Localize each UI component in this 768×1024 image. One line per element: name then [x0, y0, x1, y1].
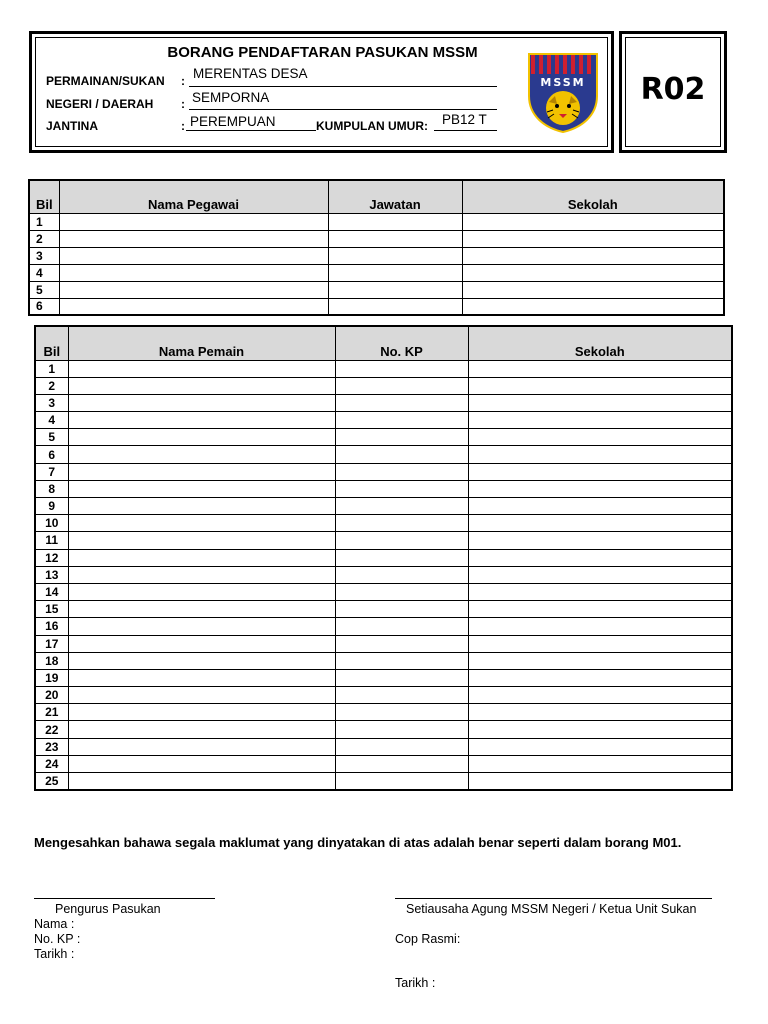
middle-cell[interactable]	[328, 281, 462, 298]
table-row	[35, 738, 732, 755]
middle-cell[interactable]	[335, 618, 468, 635]
form-title: BORANG PENDAFTARAN PASUKAN MSSM	[167, 44, 478, 61]
col-bil: Bil	[35, 326, 68, 360]
table-row	[35, 618, 732, 635]
middle-cell[interactable]	[335, 669, 468, 686]
row-number: 4	[35, 412, 68, 429]
name-cell[interactable]	[68, 755, 335, 772]
table-row	[35, 704, 732, 721]
jantina-underline	[186, 130, 316, 131]
name-cell[interactable]	[68, 412, 335, 429]
row-number: 2	[29, 230, 59, 247]
table-row	[35, 755, 732, 772]
row-number: 16	[35, 618, 68, 635]
row-number: 5	[35, 429, 68, 446]
table-row	[35, 360, 732, 377]
name-cell[interactable]	[68, 463, 335, 480]
school-cell[interactable]	[462, 298, 724, 315]
middle-cell[interactable]	[335, 738, 468, 755]
school-cell[interactable]	[468, 532, 732, 549]
school-cell[interactable]	[468, 515, 732, 532]
table-row	[35, 377, 732, 394]
middle-cell[interactable]	[335, 394, 468, 411]
row-number: 5	[29, 281, 59, 298]
row-number: 14	[35, 583, 68, 600]
school-cell[interactable]	[468, 566, 732, 583]
row-number: 24	[35, 755, 68, 772]
middle-cell[interactable]	[335, 652, 468, 669]
manager-tarikh-label: Tarikh :	[34, 947, 75, 961]
row-number: 22	[35, 721, 68, 738]
school-cell[interactable]	[468, 601, 732, 618]
kumpulan-value[interactable]: PB12 T	[442, 112, 487, 127]
name-cell[interactable]	[68, 687, 335, 704]
name-cell[interactable]	[68, 669, 335, 686]
table-row	[29, 213, 724, 230]
manager-nokp-label: No. KP :	[34, 932, 81, 946]
row-number: 3	[29, 247, 59, 264]
school-cell[interactable]	[462, 281, 724, 298]
middle-cell[interactable]	[335, 583, 468, 600]
row-number: 8	[35, 480, 68, 497]
middle-cell[interactable]	[335, 412, 468, 429]
table-row	[29, 230, 724, 247]
negeri-value[interactable]: SEMPORNA	[192, 90, 270, 105]
school-cell[interactable]	[468, 480, 732, 497]
name-cell[interactable]	[68, 377, 335, 394]
middle-cell[interactable]	[335, 704, 468, 721]
row-number: 4	[29, 264, 59, 281]
middle-cell[interactable]	[335, 721, 468, 738]
middle-cell[interactable]	[328, 298, 462, 315]
school-cell[interactable]	[468, 360, 732, 377]
school-cell[interactable]	[468, 498, 732, 515]
table-row	[35, 463, 732, 480]
table-row	[35, 515, 732, 532]
players-table	[34, 325, 733, 791]
row-number: 18	[35, 652, 68, 669]
middle-cell[interactable]	[335, 463, 468, 480]
permainan-value[interactable]: MERENTAS DESA	[193, 66, 308, 81]
row-number: 13	[35, 566, 68, 583]
table-row	[35, 566, 732, 583]
row-number: 11	[35, 532, 68, 549]
name-cell[interactable]	[68, 583, 335, 600]
middle-cell[interactable]	[335, 687, 468, 704]
table-row	[35, 652, 732, 669]
name-cell[interactable]	[68, 429, 335, 446]
name-cell[interactable]	[68, 549, 335, 566]
table-row	[35, 583, 732, 600]
col-sekolah: Sekolah	[462, 180, 724, 213]
middle-cell[interactable]	[335, 549, 468, 566]
middle-cell[interactable]	[335, 755, 468, 772]
col-no-kp: No. KP	[335, 326, 468, 360]
permainan-underline	[189, 86, 497, 87]
school-cell[interactable]	[468, 463, 732, 480]
row-number: 2	[35, 377, 68, 394]
middle-cell[interactable]	[328, 247, 462, 264]
name-cell[interactable]	[68, 618, 335, 635]
name-cell[interactable]	[59, 281, 328, 298]
middle-cell[interactable]	[335, 429, 468, 446]
table-row	[35, 532, 732, 549]
name-cell[interactable]	[59, 264, 328, 281]
school-cell[interactable]	[468, 687, 732, 704]
name-cell[interactable]	[68, 446, 335, 463]
name-cell[interactable]	[68, 704, 335, 721]
table-row	[35, 429, 732, 446]
table-row	[29, 281, 724, 298]
table-row	[35, 669, 732, 686]
middle-cell[interactable]	[335, 635, 468, 652]
school-cell[interactable]	[468, 704, 732, 721]
school-cell[interactable]	[468, 549, 732, 566]
school-cell[interactable]	[468, 446, 732, 463]
official-stamp-label: Cop Rasmi:	[395, 932, 461, 946]
row-number: 19	[35, 669, 68, 686]
school-cell[interactable]	[462, 264, 724, 281]
row-number: 15	[35, 601, 68, 618]
table-row	[35, 721, 732, 738]
row-number: 25	[35, 773, 68, 790]
name-cell[interactable]	[68, 721, 335, 738]
middle-cell[interactable]	[335, 498, 468, 515]
kumpulan-label: KUMPULAN UMUR:	[316, 119, 428, 133]
tiger-crest-icon	[527, 52, 599, 134]
row-number: 3	[35, 394, 68, 411]
middle-cell[interactable]	[328, 264, 462, 281]
col-sekolah: Sekolah	[468, 326, 732, 360]
jantina-value[interactable]: PEREMPUAN	[190, 114, 276, 129]
row-number: 20	[35, 687, 68, 704]
row-number: 6	[29, 298, 59, 315]
table-row	[29, 247, 724, 264]
kumpulan-underline	[434, 130, 497, 131]
middle-cell[interactable]	[335, 446, 468, 463]
table-row	[35, 635, 732, 652]
form-code: R02	[640, 72, 706, 107]
school-cell[interactable]	[462, 247, 724, 264]
school-cell[interactable]	[468, 583, 732, 600]
school-cell[interactable]	[468, 652, 732, 669]
manager-nama-label: Nama :	[34, 917, 75, 931]
name-cell[interactable]	[59, 247, 328, 264]
table-row	[35, 773, 732, 790]
jantina-label: JANTINA	[46, 119, 99, 133]
secretary-signature-line[interactable]	[395, 898, 712, 899]
middle-cell[interactable]	[335, 566, 468, 583]
school-cell[interactable]	[468, 755, 732, 772]
negeri-underline	[189, 109, 497, 110]
negeri-colon: :	[181, 97, 185, 111]
school-cell[interactable]	[468, 412, 732, 429]
name-cell[interactable]	[68, 738, 335, 755]
row-number: 1	[35, 360, 68, 377]
officials-table	[28, 179, 725, 316]
school-cell[interactable]	[468, 738, 732, 755]
school-cell[interactable]	[462, 230, 724, 247]
school-cell[interactable]	[468, 669, 732, 686]
row-number: 21	[35, 704, 68, 721]
middle-cell[interactable]	[328, 230, 462, 247]
secretary-tarikh-label: Tarikh :	[395, 976, 436, 990]
name-cell[interactable]	[59, 213, 328, 230]
negeri-label: NEGERI / DAERAH	[46, 97, 154, 111]
middle-cell[interactable]	[335, 360, 468, 377]
row-number: 23	[35, 738, 68, 755]
mssm-logo	[527, 52, 599, 134]
school-cell[interactable]	[468, 377, 732, 394]
manager-role: Pengurus Pasukan	[55, 902, 161, 916]
permainan-colon: :	[181, 74, 185, 88]
name-cell[interactable]	[68, 652, 335, 669]
secretary-role: Setiausaha Agung MSSM Negeri / Ketua Unit Sukan	[406, 902, 697, 916]
players-header-row	[35, 326, 732, 360]
name-cell[interactable]	[68, 773, 335, 790]
name-cell[interactable]	[68, 601, 335, 618]
name-cell[interactable]	[59, 230, 328, 247]
row-number: 12	[35, 549, 68, 566]
table-row	[35, 498, 732, 515]
table-row	[29, 264, 724, 281]
middle-cell[interactable]	[335, 532, 468, 549]
logo-text: MSSM	[540, 76, 586, 89]
school-cell[interactable]	[462, 213, 724, 230]
row-number: 17	[35, 635, 68, 652]
middle-cell[interactable]	[335, 377, 468, 394]
school-cell[interactable]	[468, 773, 732, 790]
col-bil: Bil	[29, 180, 59, 213]
name-cell[interactable]	[68, 394, 335, 411]
middle-cell[interactable]	[335, 515, 468, 532]
row-number: 6	[35, 446, 68, 463]
middle-cell[interactable]	[335, 601, 468, 618]
col-nama-pemain: Nama Pemain	[68, 326, 335, 360]
name-cell[interactable]	[68, 635, 335, 652]
name-cell[interactable]	[68, 515, 335, 532]
table-row	[35, 480, 732, 497]
name-cell[interactable]	[68, 566, 335, 583]
row-number: 9	[35, 498, 68, 515]
name-cell[interactable]	[68, 360, 335, 377]
manager-signature-line[interactable]	[34, 898, 215, 899]
school-cell[interactable]	[468, 618, 732, 635]
name-cell[interactable]	[68, 532, 335, 549]
officials-header-row	[29, 180, 724, 213]
name-cell[interactable]	[68, 480, 335, 497]
row-number: 1	[29, 213, 59, 230]
school-cell[interactable]	[468, 635, 732, 652]
col-nama-pegawai: Nama Pegawai	[59, 180, 328, 213]
name-cell[interactable]	[59, 298, 328, 315]
confirmation-statement: Mengesahkan bahawa segala maklumat yang dinyatakan di atas adalah benar seperti dalam borang M01.	[34, 835, 682, 850]
row-number: 7	[35, 463, 68, 480]
school-cell[interactable]	[468, 721, 732, 738]
school-cell[interactable]	[468, 394, 732, 411]
table-row	[35, 394, 732, 411]
table-row	[35, 412, 732, 429]
jantina-colon: :	[181, 119, 185, 133]
name-cell[interactable]	[68, 498, 335, 515]
col-jawatan: Jawatan	[328, 180, 462, 213]
table-row	[35, 601, 732, 618]
table-row	[35, 446, 732, 463]
row-number: 10	[35, 515, 68, 532]
middle-cell[interactable]	[335, 480, 468, 497]
school-cell[interactable]	[468, 429, 732, 446]
permainan-label: PERMAINAN/SUKAN	[46, 74, 165, 88]
table-row	[35, 687, 732, 704]
table-row	[29, 298, 724, 315]
table-row	[35, 549, 732, 566]
middle-cell[interactable]	[335, 773, 468, 790]
middle-cell[interactable]	[328, 213, 462, 230]
